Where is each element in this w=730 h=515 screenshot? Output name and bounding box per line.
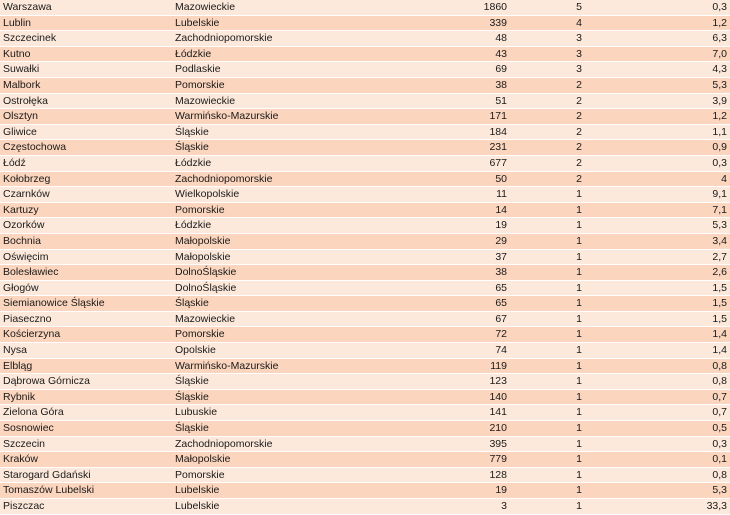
count-cell[interactable]: 2: [510, 171, 584, 187]
region-cell[interactable]: Zachodniopomorskie: [174, 171, 348, 187]
population-cell[interactable]: 51: [348, 93, 510, 109]
table-row: [0, 15, 730, 31]
ratio-cell[interactable]: 0,8: [584, 374, 730, 390]
table-row: [0, 311, 730, 327]
population-cell[interactable]: 29: [348, 233, 510, 249]
table-row: [0, 421, 730, 437]
ratio-cell[interactable]: 7,0: [584, 46, 730, 62]
city-cell[interactable]: Szczecinek: [0, 31, 174, 47]
count-cell[interactable]: 1: [510, 218, 584, 234]
population-cell[interactable]: 779: [348, 452, 510, 468]
region-cell[interactable]: Pomorskie: [174, 202, 348, 218]
population-cell[interactable]: 37: [348, 249, 510, 265]
table-row: [0, 343, 730, 359]
count-cell[interactable]: 1: [510, 467, 584, 483]
region-cell[interactable]: Wielkopolskie: [174, 187, 348, 203]
population-cell[interactable]: 171: [348, 109, 510, 125]
city-cell[interactable]: Bolesławiec: [0, 265, 174, 281]
count-cell[interactable]: 3: [510, 62, 584, 78]
table-row: [0, 389, 730, 405]
count-cell[interactable]: 1: [510, 280, 584, 296]
region-cell[interactable]: Śląskie: [174, 140, 348, 156]
ratio-cell[interactable]: 33,3: [584, 499, 730, 515]
region-cell[interactable]: Śląskie: [174, 374, 348, 390]
city-cell[interactable]: Warszawa: [0, 0, 174, 15]
region-cell[interactable]: Łódzkie: [174, 46, 348, 62]
table-row: [0, 77, 730, 93]
population-cell[interactable]: 140: [348, 389, 510, 405]
city-cell[interactable]: Rybnik: [0, 389, 174, 405]
city-cell[interactable]: Głogów: [0, 280, 174, 296]
city-cell[interactable]: Dąbrowa Górnicza: [0, 374, 174, 390]
city-cell[interactable]: Suwałki: [0, 62, 174, 78]
region-cell[interactable]: Zachodniopomorskie: [174, 31, 348, 47]
ratio-cell[interactable]: 2,6: [584, 265, 730, 281]
table-row: [0, 109, 730, 125]
ratio-cell[interactable]: 0,9: [584, 140, 730, 156]
population-cell[interactable]: 677: [348, 155, 510, 171]
count-cell[interactable]: 5: [510, 0, 584, 15]
region-cell[interactable]: Podlaskie: [174, 62, 348, 78]
count-cell[interactable]: 1: [510, 265, 584, 281]
count-cell[interactable]: 2: [510, 109, 584, 125]
city-cell[interactable]: Bochnia: [0, 233, 174, 249]
population-cell[interactable]: 38: [348, 77, 510, 93]
region-cell[interactable]: Lubuskie: [174, 405, 348, 421]
region-cell[interactable]: DolnoŚląskie: [174, 280, 348, 296]
city-cell[interactable]: Sosnowiec: [0, 421, 174, 437]
region-cell[interactable]: Mazowieckie: [174, 0, 348, 15]
population-cell[interactable]: 19: [348, 218, 510, 234]
ratio-cell[interactable]: 1,2: [584, 15, 730, 31]
count-cell[interactable]: 2: [510, 77, 584, 93]
population-cell[interactable]: 65: [348, 280, 510, 296]
population-cell[interactable]: 48: [348, 31, 510, 47]
population-cell[interactable]: 65: [348, 296, 510, 312]
ratio-cell[interactable]: 1,2: [584, 109, 730, 125]
city-cell[interactable]: Kołobrzeg: [0, 171, 174, 187]
region-cell[interactable]: Łódzkie: [174, 218, 348, 234]
count-cell[interactable]: 1: [510, 389, 584, 405]
region-cell[interactable]: Śląskie: [174, 296, 348, 312]
city-cell[interactable]: Oświęcim: [0, 249, 174, 265]
population-cell[interactable]: 231: [348, 140, 510, 156]
ratio-cell[interactable]: 1,5: [584, 311, 730, 327]
count-cell[interactable]: 1: [510, 452, 584, 468]
table-row: [0, 358, 730, 374]
count-cell[interactable]: 1: [510, 499, 584, 515]
table-row: [0, 467, 730, 483]
city-cell[interactable]: Piszczac: [0, 499, 174, 515]
region-cell[interactable]: Mazowieckie: [174, 311, 348, 327]
population-cell[interactable]: 11: [348, 187, 510, 203]
city-cell[interactable]: Czarnków: [0, 187, 174, 203]
city-cell[interactable]: Elbląg: [0, 358, 174, 374]
population-cell[interactable]: 67: [348, 311, 510, 327]
region-cell[interactable]: Śląskie: [174, 421, 348, 437]
ratio-cell[interactable]: 0,3: [584, 155, 730, 171]
table-row: [0, 187, 730, 203]
city-cell[interactable]: Kraków: [0, 452, 174, 468]
ratio-cell[interactable]: 0,5: [584, 421, 730, 437]
ratio-cell[interactable]: 5,3: [584, 483, 730, 499]
table-row: [0, 249, 730, 265]
table-row: [0, 327, 730, 343]
count-cell[interactable]: 1: [510, 233, 584, 249]
region-cell[interactable]: Lubelskie: [174, 483, 348, 499]
city-cell[interactable]: Łódź: [0, 155, 174, 171]
count-cell[interactable]: 1: [510, 405, 584, 421]
region-cell[interactable]: Łódzkie: [174, 155, 348, 171]
ratio-cell[interactable]: 2,7: [584, 249, 730, 265]
region-cell[interactable]: Małopolskie: [174, 249, 348, 265]
ratio-cell[interactable]: 1,5: [584, 280, 730, 296]
region-cell[interactable]: Pomorskie: [174, 467, 348, 483]
ratio-cell[interactable]: 0,3: [584, 436, 730, 452]
ratio-cell[interactable]: 5,3: [584, 218, 730, 234]
population-cell[interactable]: 339: [348, 15, 510, 31]
population-cell[interactable]: 50: [348, 171, 510, 187]
count-cell[interactable]: 3: [510, 46, 584, 62]
region-cell[interactable]: Mazowieckie: [174, 93, 348, 109]
ratio-cell[interactable]: 1,4: [584, 343, 730, 359]
region-cell[interactable]: Opolskie: [174, 343, 348, 359]
ratio-cell[interactable]: 6,3: [584, 31, 730, 47]
region-cell[interactable]: Warmińsko-Mazurskie: [174, 109, 348, 125]
ratio-cell[interactable]: 1,4: [584, 327, 730, 343]
count-cell[interactable]: 1: [510, 436, 584, 452]
population-cell[interactable]: 38: [348, 265, 510, 281]
ratio-cell[interactable]: 0,7: [584, 389, 730, 405]
ratio-cell[interactable]: 5,3: [584, 77, 730, 93]
region-cell[interactable]: Lubelskie: [174, 15, 348, 31]
population-cell[interactable]: 72: [348, 327, 510, 343]
city-cell[interactable]: Tomaszów Lubelski: [0, 483, 174, 499]
count-cell[interactable]: 3: [510, 31, 584, 47]
city-cell[interactable]: Siemianowice Śląskie: [0, 296, 174, 312]
city-cell[interactable]: Piaseczno: [0, 311, 174, 327]
count-cell[interactable]: 1: [510, 296, 584, 312]
count-cell[interactable]: 1: [510, 358, 584, 374]
table-row: [0, 124, 730, 140]
city-cell[interactable]: Malbork: [0, 77, 174, 93]
count-cell[interactable]: 1: [510, 202, 584, 218]
ratio-cell[interactable]: 4: [584, 171, 730, 187]
ratio-cell[interactable]: 0,3: [584, 0, 730, 15]
count-cell[interactable]: 2: [510, 93, 584, 109]
city-cell[interactable]: Szczecin: [0, 436, 174, 452]
region-cell[interactable]: Zachodniopomorskie: [174, 436, 348, 452]
region-cell[interactable]: Pomorskie: [174, 77, 348, 93]
region-cell[interactable]: DolnoŚląskie: [174, 265, 348, 281]
population-cell[interactable]: 123: [348, 374, 510, 390]
ratio-cell[interactable]: 1,1: [584, 124, 730, 140]
region-cell[interactable]: Śląskie: [174, 389, 348, 405]
population-cell[interactable]: 395: [348, 436, 510, 452]
city-cell[interactable]: Gliwice: [0, 124, 174, 140]
table-row: [0, 62, 730, 78]
table-row: [0, 452, 730, 468]
region-cell[interactable]: Pomorskie: [174, 327, 348, 343]
region-cell[interactable]: Małopolskie: [174, 233, 348, 249]
count-cell[interactable]: 1: [510, 187, 584, 203]
population-cell[interactable]: 19: [348, 483, 510, 499]
count-cell[interactable]: 1: [510, 249, 584, 265]
city-cell[interactable]: Kościerzyna: [0, 327, 174, 343]
count-cell[interactable]: 1: [510, 311, 584, 327]
count-cell[interactable]: 2: [510, 140, 584, 156]
table-row: [0, 280, 730, 296]
count-cell[interactable]: 1: [510, 483, 584, 499]
ratio-cell[interactable]: 0,1: [584, 452, 730, 468]
table-row: [0, 155, 730, 171]
population-cell[interactable]: 119: [348, 358, 510, 374]
table-row: [0, 296, 730, 312]
ratio-cell[interactable]: 0,7: [584, 405, 730, 421]
population-cell[interactable]: 128: [348, 467, 510, 483]
population-cell[interactable]: 184: [348, 124, 510, 140]
city-cell[interactable]: Ostrołęka: [0, 93, 174, 109]
table-row: [0, 483, 730, 499]
population-cell[interactable]: 69: [348, 62, 510, 78]
city-cell[interactable]: Zielona Góra: [0, 405, 174, 421]
region-cell[interactable]: Lubelskie: [174, 499, 348, 515]
city-cell[interactable]: Nysa: [0, 343, 174, 359]
ratio-cell[interactable]: 3,9: [584, 93, 730, 109]
population-cell[interactable]: 210: [348, 421, 510, 437]
ratio-cell[interactable]: 1,5: [584, 296, 730, 312]
table-row: [0, 0, 730, 15]
table-row: [0, 171, 730, 187]
ratio-cell[interactable]: 0,8: [584, 467, 730, 483]
city-cell[interactable]: Kartuzy: [0, 202, 174, 218]
ratio-cell[interactable]: 7,1: [584, 202, 730, 218]
table-row: [0, 405, 730, 421]
table-row: [0, 31, 730, 47]
table-row: [0, 233, 730, 249]
ratio-cell[interactable]: 0,8: [584, 358, 730, 374]
city-cell[interactable]: Ozorków: [0, 218, 174, 234]
city-cell[interactable]: Częstochowa: [0, 140, 174, 156]
ratio-cell[interactable]: 9,1: [584, 187, 730, 203]
city-cell[interactable]: Kutno: [0, 46, 174, 62]
count-cell[interactable]: 4: [510, 15, 584, 31]
population-cell[interactable]: 43: [348, 46, 510, 62]
region-cell[interactable]: Małopolskie: [174, 452, 348, 468]
city-cell[interactable]: Olsztyn: [0, 109, 174, 125]
population-cell[interactable]: 141: [348, 405, 510, 421]
city-cell[interactable]: Starogard Gdański: [0, 467, 174, 483]
count-cell[interactable]: 1: [510, 327, 584, 343]
table-row: [0, 374, 730, 390]
count-cell[interactable]: 1: [510, 374, 584, 390]
population-cell[interactable]: 14: [348, 202, 510, 218]
population-cell[interactable]: 3: [348, 499, 510, 515]
ratio-cell[interactable]: 3,4: [584, 233, 730, 249]
ratio-cell[interactable]: 4,3: [584, 62, 730, 78]
region-cell[interactable]: Warmińsko-Mazurskie: [174, 358, 348, 374]
population-cell[interactable]: 1860: [348, 0, 510, 15]
table-row: [0, 202, 730, 218]
count-cell[interactable]: 1: [510, 343, 584, 359]
count-cell[interactable]: 2: [510, 124, 584, 140]
table-row: [0, 140, 730, 156]
region-cell[interactable]: Śląskie: [174, 124, 348, 140]
table-row: [0, 218, 730, 234]
count-cell[interactable]: 2: [510, 155, 584, 171]
count-cell[interactable]: 1: [510, 421, 584, 437]
table-row: [0, 93, 730, 109]
table-row: [0, 265, 730, 281]
table-row: [0, 436, 730, 452]
table-row: [0, 46, 730, 62]
table-row: [0, 499, 730, 515]
population-cell[interactable]: 74: [348, 343, 510, 359]
city-cell[interactable]: Lublin: [0, 15, 174, 31]
